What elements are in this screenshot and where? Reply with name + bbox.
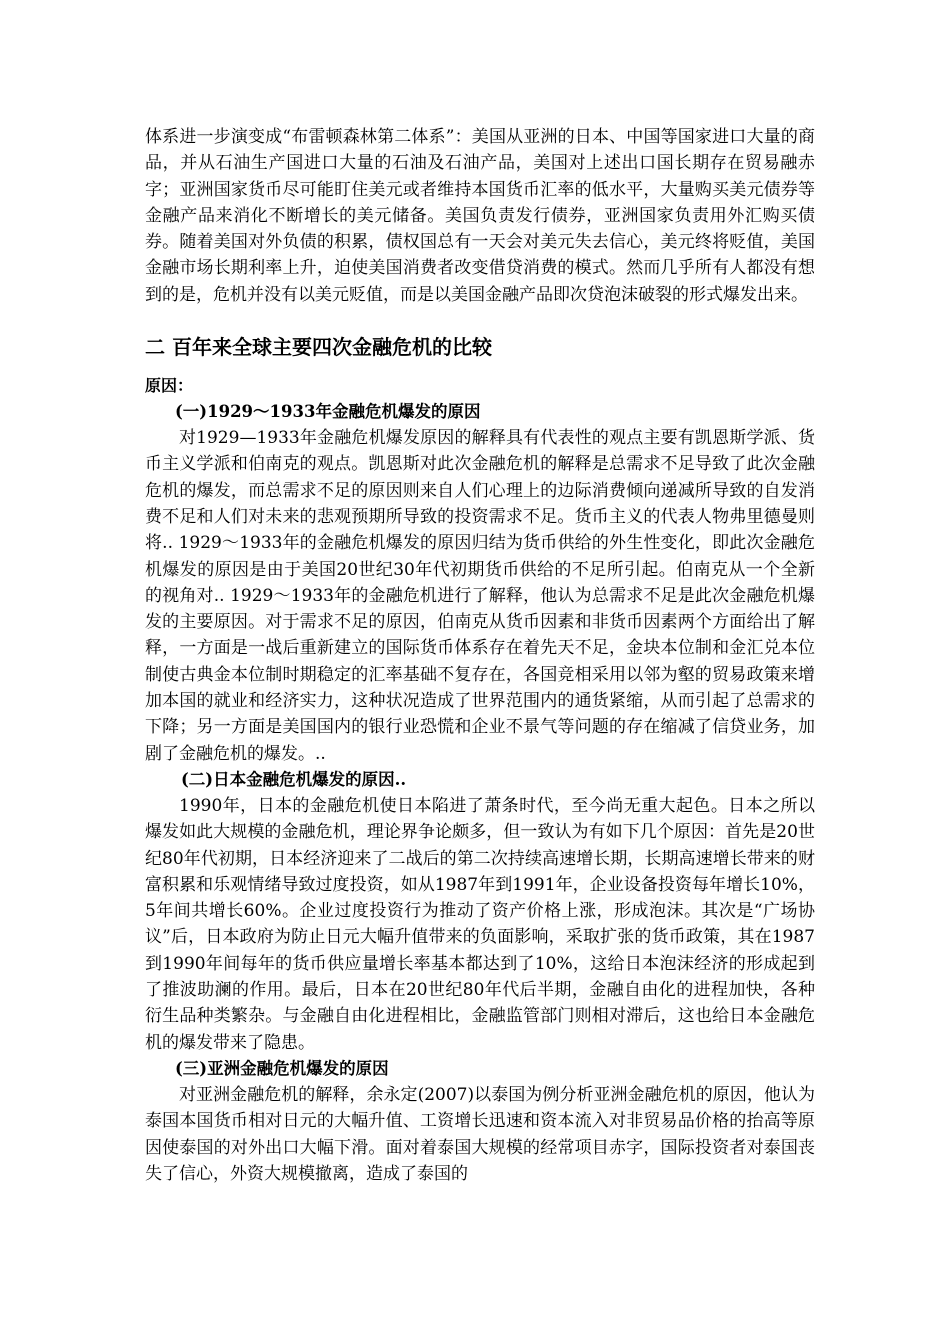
subsection-3-paragraph: 对亚洲金融危机的解释，余永定(2007)以泰国为例分析亚洲金融危机的原因，他认为泰国本国货币相对日元的大幅升值、工资增长迅速和资本流入对非贸易品价格的抬高等原因使泰国的对外出口大幅下滑。面对着泰国大规模的经常项目赤字，国际投资者对泰国丧失了信心，外资大规模撤离，造成了泰国的 (145, 1084, 815, 1184)
document-page (145, 124, 815, 1187)
subsection-2-title: (二)日本金融危机爆发的原因.. (181, 769, 407, 789)
section-title: 二 百年来全球主要四次金融危机的比较 (145, 335, 492, 360)
subsection-3-title: (三)亚洲金融危机爆发的原因 (175, 1058, 389, 1078)
causes-label: 原因： (145, 376, 194, 396)
intro-paragraph: 体系进一步演变成“布雷顿森林第二体系”：美国从亚洲的日本、中国等国家进口大量的商品，并从石油生产国进口大量的石油及石油产品，美国对上述出口国长期存在贸易融赤字；亚洲国家货币尽可能盯住美元或者维持本国货币汇率的低水平，大量购买美元债券等金融产品来消化不断增长的美元储备。美国负责发行债券，亚洲国家负责用外汇购买债券。随着美国对外负债的积累，债权国总有一天会对美元失去信心，美元终将贬值，美国金融市场长期利率上升，迫使美国消费者改变借贷消费的模式。然而几乎所有人都没有想到的是，危机并没有以美元贬值，而是以美国金融产品即次贷泡沫破裂的形式爆发出来。 (145, 127, 815, 305)
subsection-1-paragraph: 对1929—1933年金融危机爆发原因的解释具有代表性的观点主要有凯恩斯学派、货币主义学派和伯南克的观点。凯恩斯对此次金融危机的解释是总需求不足导致了此次金融危机的爆发，而总需求不足的原因则来自人们心理上的边际消费倾向递减所导致的自发消费不足和人们对未来的悲观预期所导致的投资需求不足。货币主义的代表人物弗里德曼则将.. 1929～1933年的金融危机爆发的原因归结为货币供给的外生性变化，即此次金融危机爆发的原因是由于美国20世纪30年代初期货币供给的不足所引起。伯南克从一个全新的视角对.. 1929～1933年的金融危机进行了解释，他认为总需求不足是此次金融危机爆发的主要原因。对于需求不足的原因，伯南克从货币因素和非货币因素两个方面给出了解释，一方面是一战后重新建立的国际货币体系存在着先天不足，金块本位制和金汇兑本位制使古典金本位制时期稳定的汇率基础不复存在，各国竞相采用以邻为壑的贸易政策来增加本国的就业和经济实力，这种状况造成了世界范围内的通货紧缩，从而引起了总需求的下降；另一方面是美国国内的银行业恐慌和企业不景气等问题的存在缩减了信贷业务，加剧了金融危机的爆发。.. (145, 428, 815, 764)
subsection-1-title: (一)1929～1933年金融危机爆发的原因 (175, 402, 481, 422)
subsection-2-paragraph: 1990年，日本的金融危机使日本陷进了萧条时代，至今尚无重大起色。日本之所以爆发如此大规模的金融危机，理论界争论颇多，但一致认为有如下几个原因：首先是20世纪80年代初期，日本经济迎来了二战后的第二次持续高速增长期，长期高速增长带来的财富积累和乐观情绪导致过度投资，如从1987年到1991年，企业设备投资每年增长10%，5年间共增长60%。企业过度投资行为推动了资产价格上涨，形成泡沫。其次是“广场协议”后，日本政府为防止日元大幅升值带来的负面影响，采取扩张的货币政策，其在1987到1990年间每年的货币供应量增长率基本都达到了10%，这给日本泡沫经济的形成起到了推波助澜的作用。最后，日本在20世纪80年代后半期，金融自由化的进程加快，各种衍生品种类繁杂。与金融自由化进程相比，金融监管部门则相对滞后，这也给日本金融危机的爆发带来了隐患。 (145, 795, 815, 1053)
